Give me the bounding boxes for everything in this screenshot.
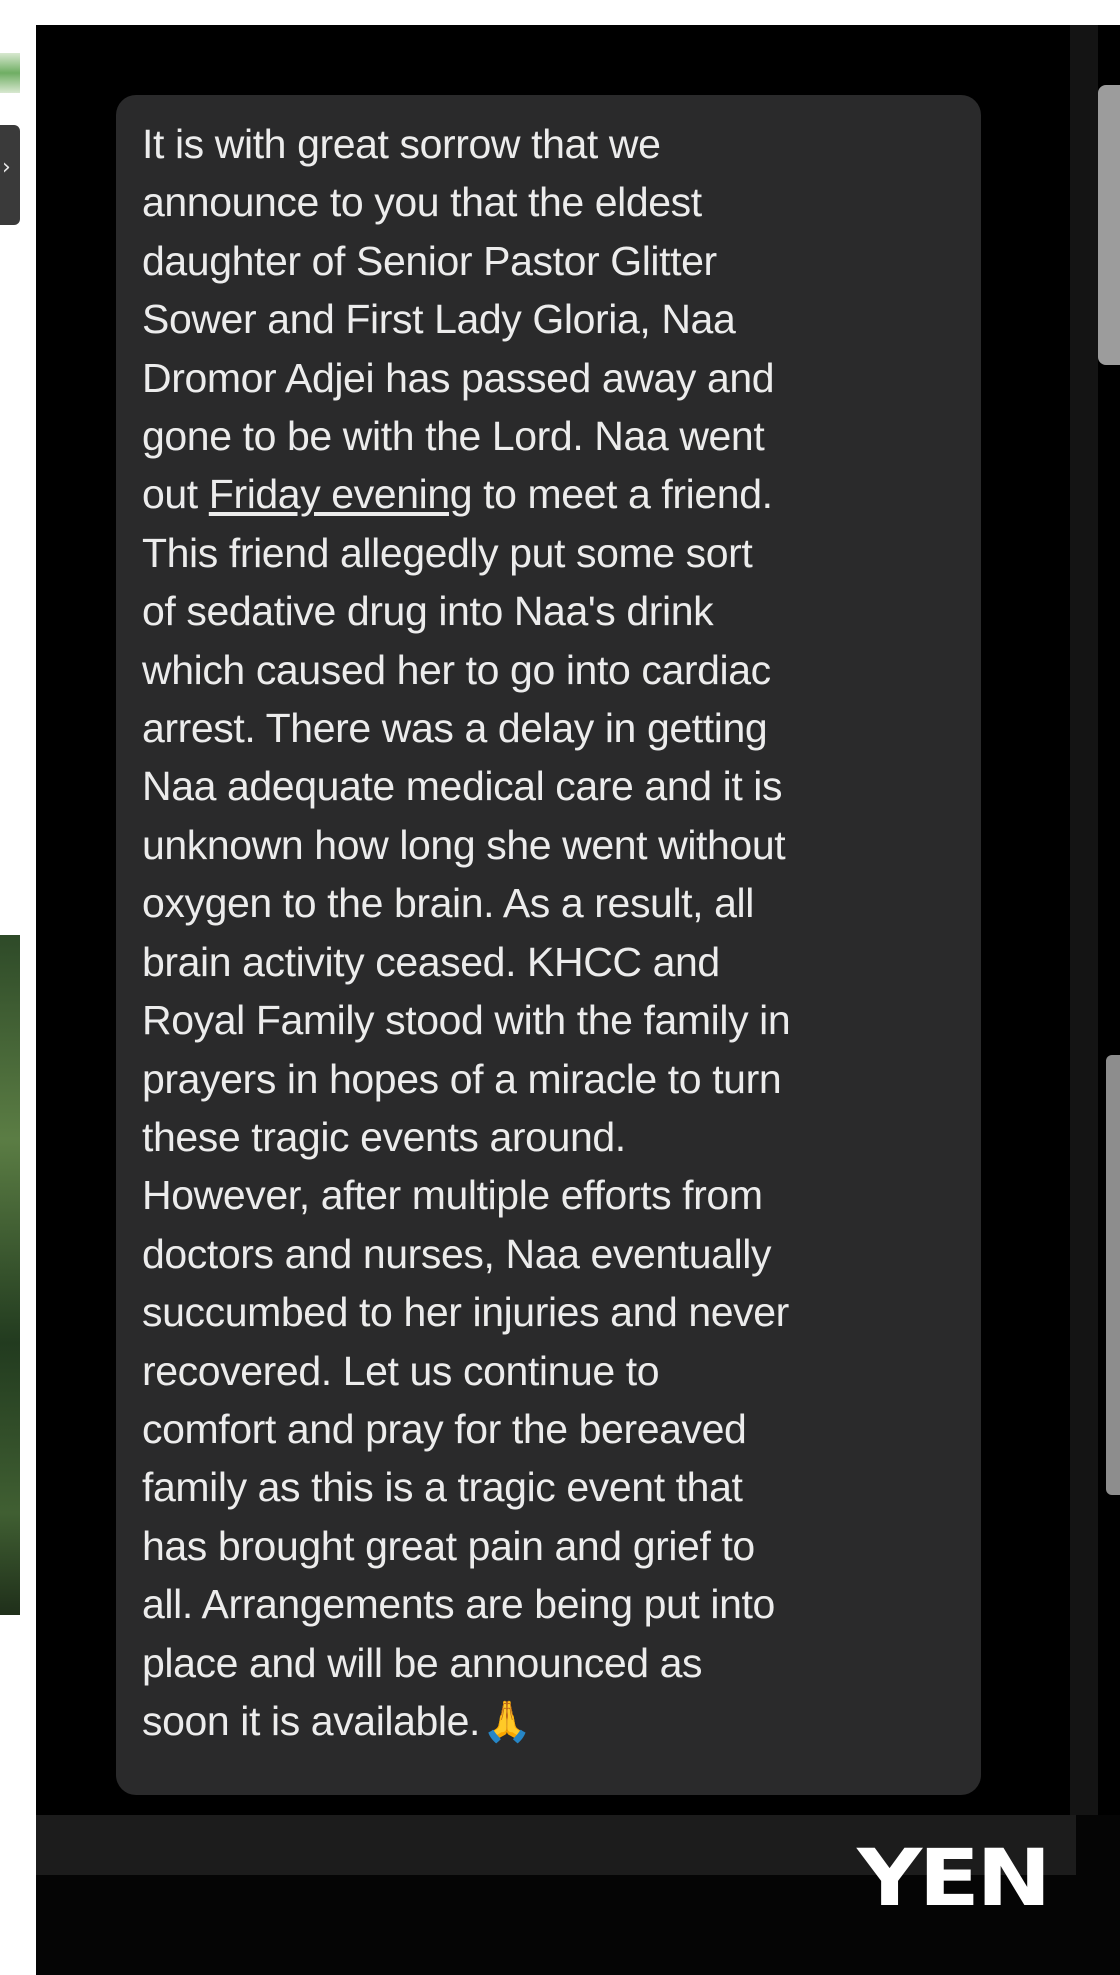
chevron-right-icon: ›: [2, 155, 11, 180]
message-bubble[interactable]: [116, 95, 981, 1795]
yen-watermark-logo: YEN: [857, 1834, 1048, 1924]
message-text: [142, 115, 962, 1751]
scrollbar-thumb[interactable]: [1106, 1055, 1120, 1495]
photo-thumbnail: [0, 935, 20, 1615]
status-indicator: [0, 53, 20, 93]
scrollbar-upper[interactable]: [1098, 85, 1120, 365]
praying-hands-icon: 🙏: [482, 1698, 532, 1745]
message-text-part-1: It is with great sorrow that we announce to you that the eldest daughter of Senior Pastor Glitter Sower and First Lady Gloria, Naa Dromor Adjei has passed away and gone to be with the Lord. Naa went out: [142, 121, 775, 518]
message-text-part-3: to meet a friend. This friend allegedly put some sort of sedative drug into Naa's drink which caused her to go into cardiac arrest. There was a delay in getting Naa adequate medical care and it is unknown how long she went without oxygen to the brain. As a result, all brain activity ceased. KHCC and Royal Family stood with the family in prayers in hopes of a miracle to turn these tragic events around. However, after multiple efforts from doctors and nurses, Naa eventually succumbed to her injuries and never recovered. Let us continue to comfort and pray for the bereaved family as this is a tragic event that has brought great pain and grief to all. Arrangements are being put into place and will be announced as soon it is available.: [142, 471, 791, 1744]
back-button[interactable]: [0, 125, 20, 225]
previous-screen-edge: [0, 25, 22, 1615]
chat-screen: [36, 25, 1120, 1975]
screen-edge: [1070, 25, 1098, 1815]
date-link[interactable]: Friday evening: [208, 471, 473, 518]
